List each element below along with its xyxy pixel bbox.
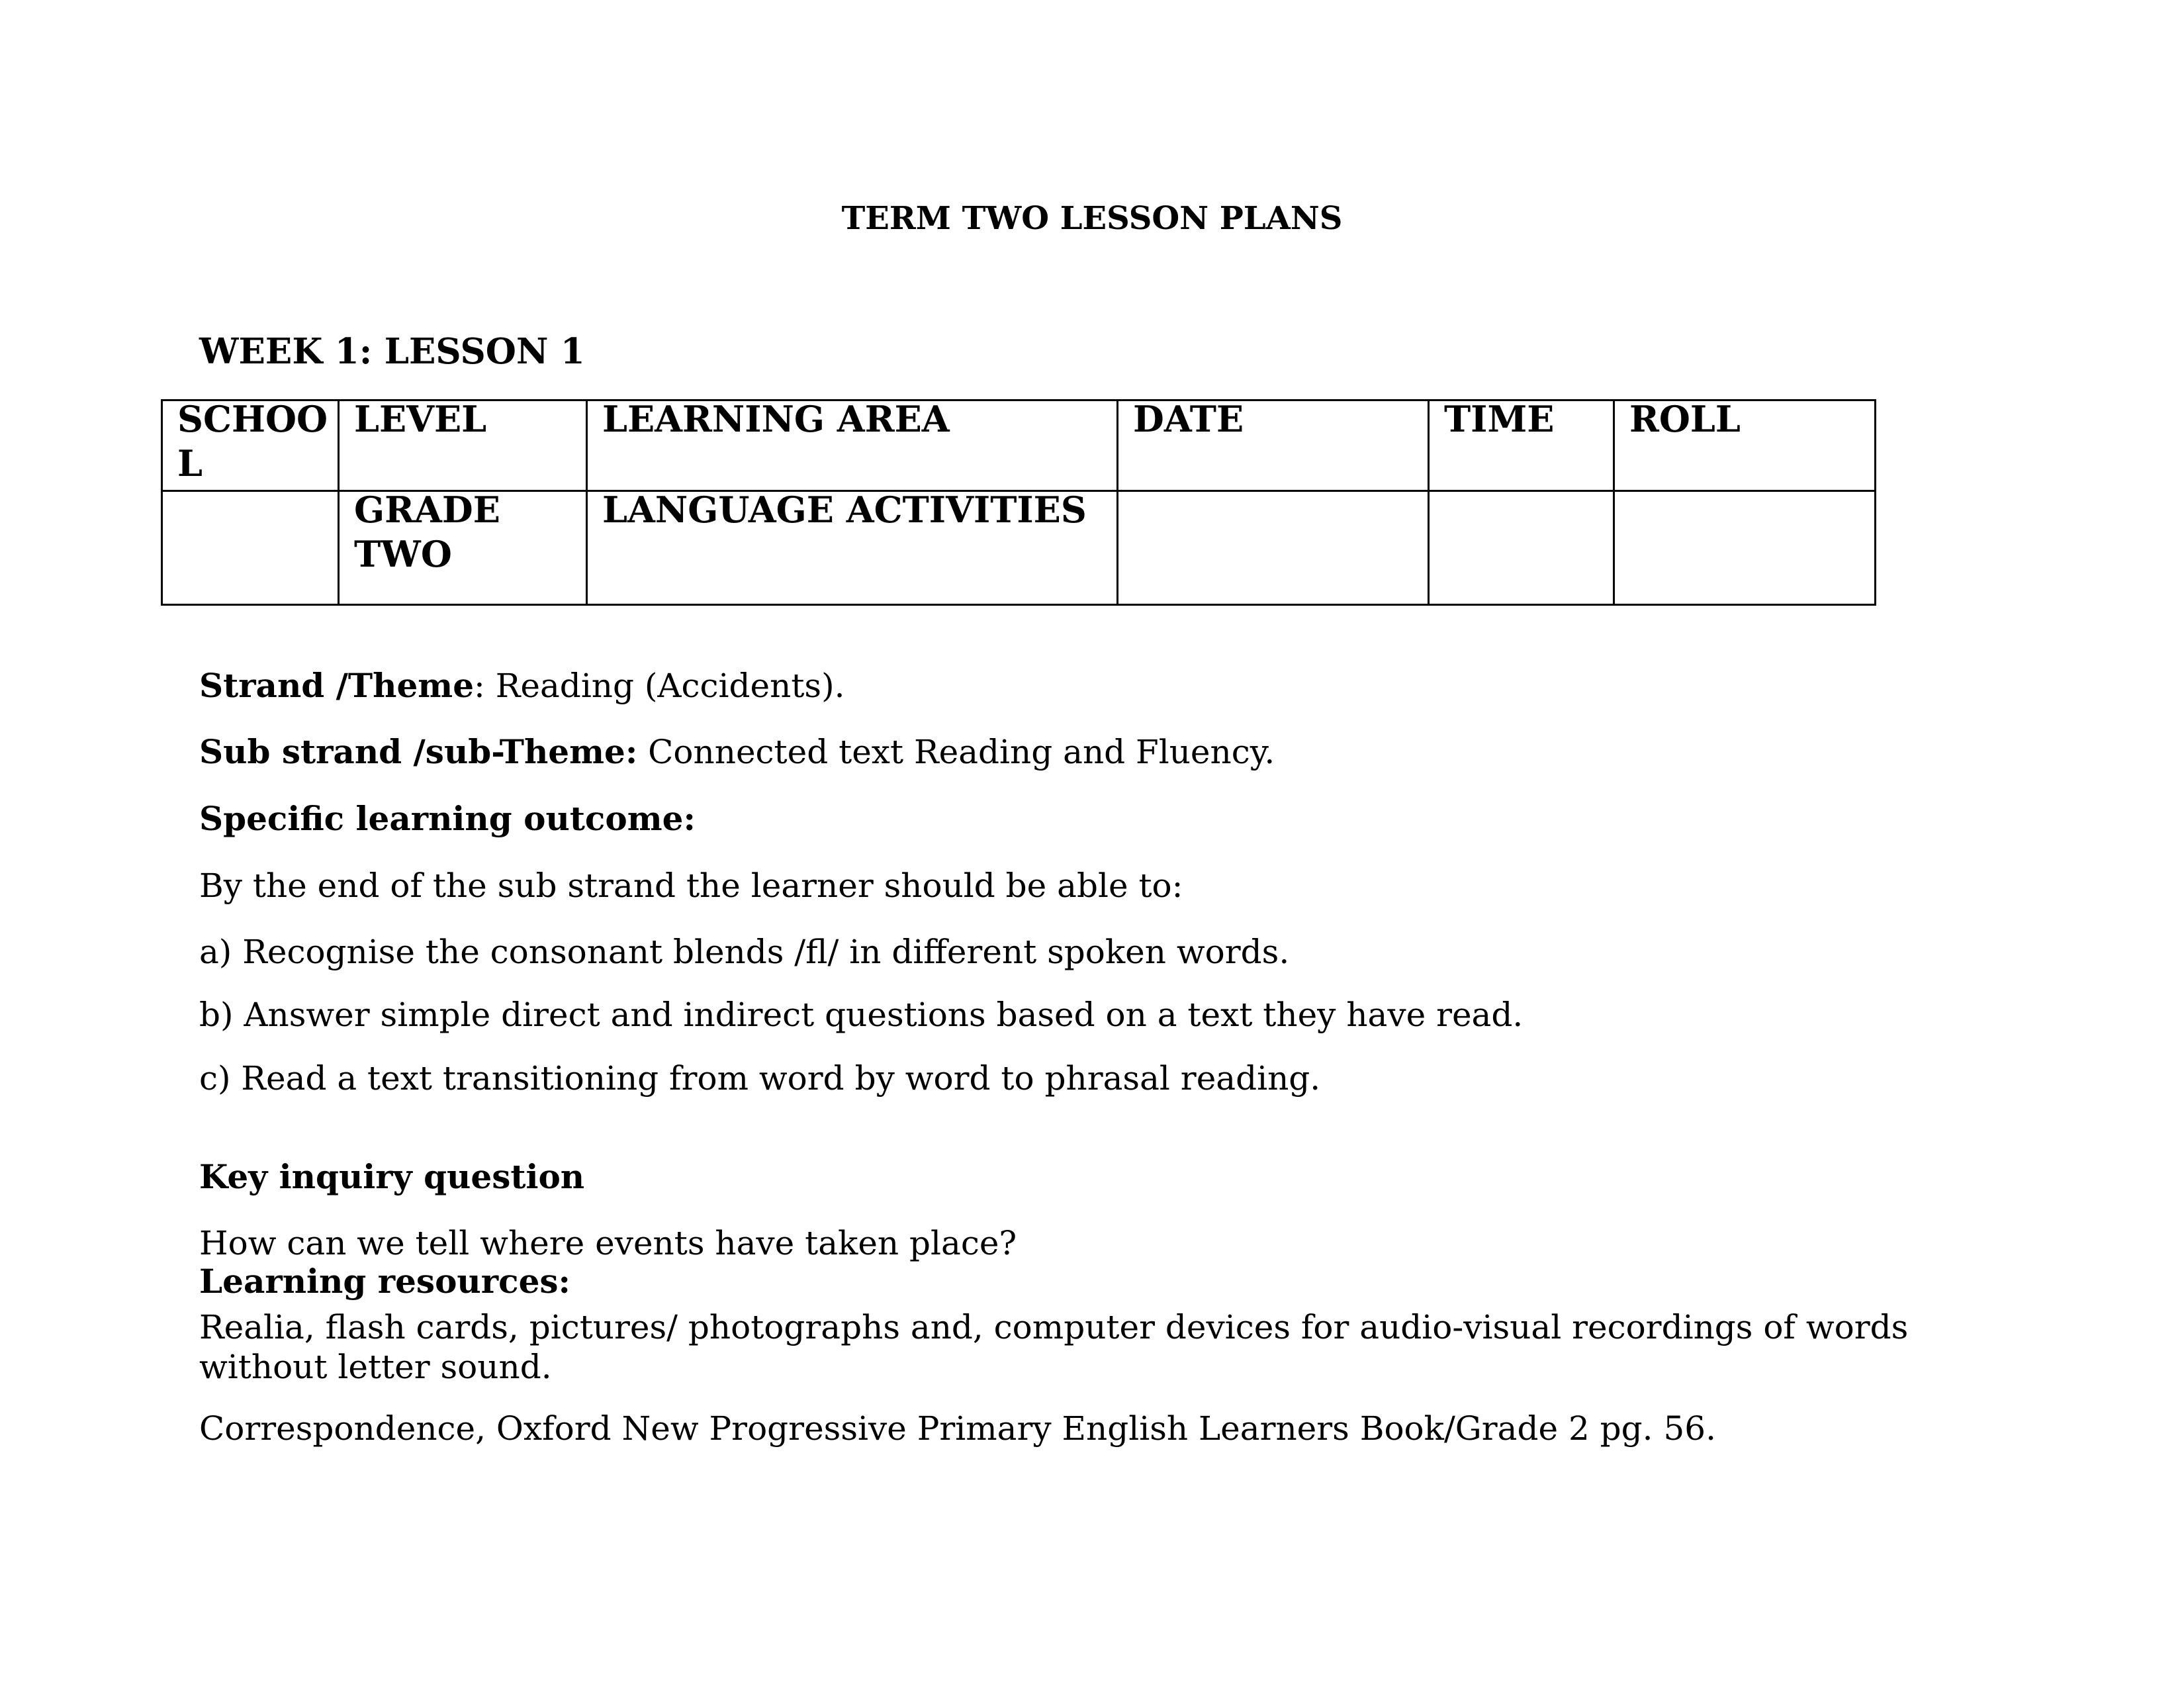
outcome-item-b: b) Answer simple direct and indirect questions based on a text they have read. [199, 996, 1524, 1034]
cell-level-line-2: TWO [354, 533, 452, 575]
outcome-item-c: c) Read a text transitioning from word by word to phrasal reading. [199, 1059, 1321, 1098]
cell-level-line-1: GRADE [354, 489, 500, 531]
header-date: DATE [1118, 400, 1429, 491]
cell-level [339, 491, 587, 605]
strand-separator: : [474, 667, 496, 705]
lesson-info-table [161, 399, 1876, 606]
cell-learning-area: LANGUAGE ACTIVITIES [587, 491, 1118, 605]
table-row [162, 491, 1876, 605]
sub-strand-label: Sub strand /sub-Theme: [199, 732, 638, 771]
header-school-line-2: L [177, 442, 203, 485]
week-lesson-heading: WEEK 1: LESSON 1 [199, 331, 585, 372]
strand-value: Reading (Accidents). [495, 667, 845, 705]
cell-roll [1614, 491, 1876, 605]
header-school [162, 400, 339, 491]
inquiry-question: How can we tell where events have taken place? [199, 1224, 1017, 1262]
header-level: LEVEL [339, 400, 587, 491]
resources-line-1: Realia, flash cards, pictures/ photographs and, computer devices for audio-visual recordings of words [199, 1308, 1909, 1346]
sub-strand-line [199, 732, 1275, 771]
document-title: TERM TWO LESSON PLANS [841, 200, 1343, 237]
inquiry-heading: Key inquiry question [199, 1157, 585, 1196]
header-roll: ROLL [1614, 400, 1876, 491]
sub-strand-value: Connected text Reading and Fluency. [637, 733, 1275, 771]
header-school-line-1: SCHOO [177, 398, 328, 440]
header-time: TIME [1429, 400, 1614, 491]
outcome-intro: By the end of the sub strand the learner should be able to: [199, 867, 1183, 905]
strand-line [199, 666, 845, 705]
outcome-heading: Specific learning outcome: [199, 799, 696, 838]
resources-heading: Learning resources: [199, 1262, 570, 1301]
strand-label: Strand /Theme [199, 666, 475, 705]
resources-line-2: without letter sound. [199, 1348, 552, 1386]
resources-reference: Correspondence, Oxford New Progressive Primary English Learners Book/Grade 2 pg. 56. [199, 1409, 1716, 1448]
cell-date [1118, 491, 1429, 605]
header-learning-area: LEARNING AREA [587, 400, 1118, 491]
outcome-item-a: a) Recognise the consonant blends /fl/ in different spoken words. [199, 933, 1290, 971]
table-header-row [162, 400, 1876, 491]
cell-school [162, 491, 339, 605]
cell-time [1429, 491, 1614, 605]
